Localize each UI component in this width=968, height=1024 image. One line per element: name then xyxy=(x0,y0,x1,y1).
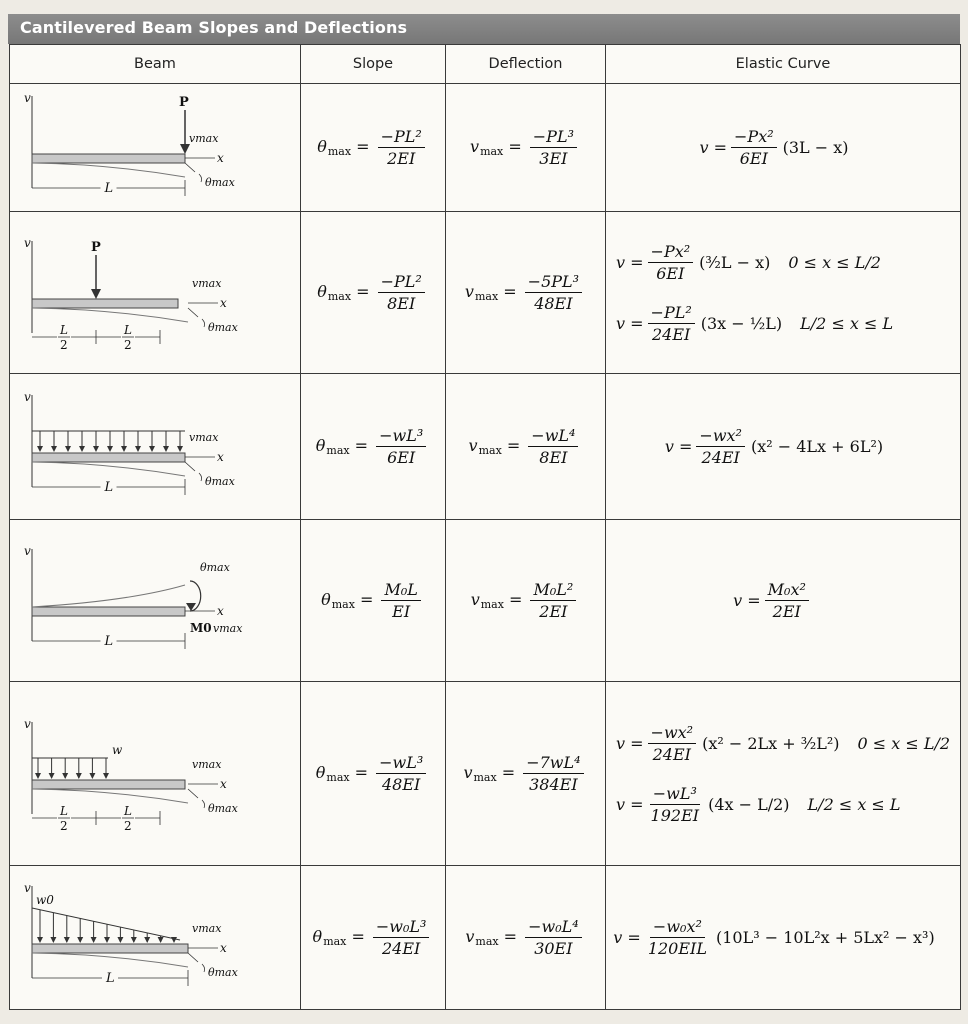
beam-diagram-end-moment xyxy=(10,541,250,661)
rows.4.deflection-denominator: 384EI xyxy=(529,775,578,794)
elastic-curve-equation xyxy=(616,784,960,825)
table-row xyxy=(10,212,961,374)
curve-tail: (x² − 2Lx + ³⁄₂L²) xyxy=(702,733,840,753)
svg-text:v: v xyxy=(24,543,31,558)
svg-text:v: v xyxy=(24,880,31,895)
table-title: Cantilevered Beam Slopes and Deflections xyxy=(20,18,408,37)
svg-text:x: x xyxy=(220,940,227,955)
curve-range: L/2 ≤ x ≤ L xyxy=(800,313,894,333)
curve-lhs: v = xyxy=(616,313,644,333)
svg-text:2: 2 xyxy=(60,337,68,352)
svg-text:x: x xyxy=(217,603,224,618)
elastic-curve-equation xyxy=(665,426,901,467)
svg-text:x: x xyxy=(220,776,227,791)
table-row xyxy=(10,520,961,682)
rows.5.deflection-fraction xyxy=(525,917,582,958)
rows.0.slope-fraction xyxy=(378,127,425,168)
curve-tail: (4x − L/2) xyxy=(708,794,790,814)
svg-text:L: L xyxy=(124,803,132,818)
svg-text:θmax: θmax xyxy=(205,474,235,488)
table-row xyxy=(10,374,961,520)
slope-cell: $\theta_{max}$ = $\frac{\text{−wL³}}{48EI}$ xyxy=(301,682,446,866)
svg-text:L: L xyxy=(124,322,132,337)
svg-text:θmax: θmax xyxy=(208,320,238,334)
rows.1.curve.0-fraction xyxy=(648,242,694,283)
svg-text:x: x xyxy=(220,295,227,310)
elastic-curve-cell xyxy=(606,84,961,212)
curve-tail: (3x − ½L) xyxy=(700,313,783,333)
beam-diagram-uniform-load xyxy=(10,387,250,507)
header-beam: Beam xyxy=(10,45,301,84)
svg-text:L: L xyxy=(104,633,114,649)
svg-text:θmax: θmax xyxy=(208,965,238,979)
svg-text:θmax: θmax xyxy=(205,175,235,189)
beam-cell xyxy=(10,84,301,212)
beam-cell xyxy=(10,682,301,866)
slope-cell: $\theta_{max}$ = $\frac{\text{−w₀L³}}{24EI}$ xyxy=(301,866,446,1010)
beam-cell xyxy=(10,520,301,682)
curve-lhs: v = xyxy=(733,591,761,610)
rows.4.curve.1-denominator: 192EI xyxy=(650,805,700,825)
beam-cell xyxy=(10,374,301,520)
svg-text:L: L xyxy=(60,322,68,337)
rows.3.curve.0-fraction xyxy=(765,580,809,621)
rows.4.slope-fraction xyxy=(376,753,426,794)
rows.5.curve.0-numerator: −w₀x² xyxy=(650,917,705,938)
svg-text:v: v xyxy=(24,716,31,731)
elastic-curve-cell xyxy=(606,866,961,1010)
table-row xyxy=(10,866,961,1010)
rows.3.curve.0-numerator: M₀x² xyxy=(765,580,809,601)
header-deflection: Deflection xyxy=(446,45,606,84)
elastic-curve-equation xyxy=(613,917,952,958)
rows.2.curve.0-numerator: −wx² xyxy=(696,426,745,447)
header-elastic-curve: Elastic Curve xyxy=(606,45,961,84)
deflection-cell: $v_{max}$ = $\frac{\text{−7wL⁴}}{384EI}$ xyxy=(446,682,606,866)
header-slope: Slope xyxy=(301,45,446,84)
rows.1.slope-denominator: 8EI xyxy=(387,294,416,313)
svg-text:2: 2 xyxy=(124,818,132,833)
svg-text:vmax: vmax xyxy=(192,921,222,935)
rows.0.deflection-numerator: −PL³ xyxy=(530,127,577,148)
beam-diagram-midspan-load xyxy=(10,233,250,353)
rows.2.slope-fraction xyxy=(376,426,426,467)
rows.2.curve.0-fraction xyxy=(696,426,745,467)
svg-text:vmax: vmax xyxy=(192,757,222,771)
table-row xyxy=(10,682,961,866)
rows.3.curve.0-denominator: 2EI xyxy=(772,602,801,621)
rows.2.deflection-fraction xyxy=(528,426,578,467)
svg-text:θmax: θmax xyxy=(200,560,230,574)
svg-text:vmax: vmax xyxy=(213,621,243,635)
beam-cell xyxy=(10,212,301,374)
curve-tail: (³⁄₂L − x) xyxy=(699,252,771,272)
rows.0.slope-numerator: −PL² xyxy=(378,127,425,148)
rows.3.deflection-fraction xyxy=(530,580,576,621)
rows.5.curve.0-denominator: 120EIL xyxy=(647,939,707,958)
rows.4.slope-numerator: −wL³ xyxy=(376,753,426,774)
curve-range: L/2 ≤ x ≤ L xyxy=(807,794,901,814)
table-title-bar xyxy=(8,14,960,44)
slope-cell: $\theta_{max}$ = $\frac{\text{−PL²}}{2EI}$ xyxy=(301,84,446,212)
elastic-curve-cell xyxy=(606,520,961,682)
rows.0.deflection-fraction xyxy=(530,127,577,168)
svg-text:v: v xyxy=(24,235,31,250)
svg-text:L: L xyxy=(104,479,114,495)
beam-diagram-triangular-load xyxy=(10,878,250,998)
beam-diagram-half-uniform-load xyxy=(10,714,250,834)
svg-text:2: 2 xyxy=(60,818,68,833)
curve-lhs: v = xyxy=(613,928,641,947)
rows.4.curve.1-fraction xyxy=(648,784,703,825)
elastic-curve-cell xyxy=(606,212,961,374)
rows.4.curve.0-fraction xyxy=(648,723,697,764)
elastic-curve-equation xyxy=(733,580,833,621)
rows.5.curve.0-fraction xyxy=(645,917,710,958)
curve-range: 0 ≤ x ≤ L/2 xyxy=(788,252,881,272)
rows.5.slope-fraction xyxy=(373,917,430,958)
svg-text:θmax: θmax xyxy=(208,801,238,815)
curve-lhs: v = xyxy=(699,138,728,157)
svg-text:vmax: vmax xyxy=(192,276,222,290)
rows.4.curve.0-numerator: −wx² xyxy=(648,723,697,744)
rows.1.deflection-fraction xyxy=(525,272,582,313)
table-row xyxy=(10,84,961,212)
curve-tail: (3L − x) xyxy=(782,138,849,157)
rows.3.slope-fraction xyxy=(381,580,420,621)
rows.4.deflection-fraction xyxy=(523,753,583,794)
svg-text:L: L xyxy=(104,180,114,196)
elastic-curve-equation xyxy=(616,303,960,344)
svg-text:x: x xyxy=(217,449,224,464)
curve-lhs: v = xyxy=(664,437,693,456)
curve-tail: (x² − 4Lx + 6L²) xyxy=(750,437,884,456)
svg-text:vmax: vmax xyxy=(189,430,219,444)
rows.1.curve.1-fraction xyxy=(648,303,695,344)
curve-lhs: v = xyxy=(616,252,644,272)
rows.0.curve.0-fraction xyxy=(731,127,777,168)
svg-text:w: w xyxy=(112,742,123,757)
rows.0.slope-denominator: 2EI xyxy=(387,149,416,168)
rows.4.curve.1-numerator: −wL³ xyxy=(650,784,700,805)
rows.3.deflection-denominator: 2EI xyxy=(539,602,568,621)
elastic-curve-cell xyxy=(606,682,961,866)
elastic-curve-equation xyxy=(699,127,866,168)
rows.2.deflection-numerator: −wL⁴ xyxy=(528,426,578,447)
rows.1.curve.0-denominator: 6EI xyxy=(656,263,685,283)
beam-cell xyxy=(10,866,301,1010)
rows.0.curve.0-denominator: 6EI xyxy=(739,149,768,168)
svg-text:x: x xyxy=(217,150,224,165)
deflection-cell: $v_{max}$ = $\frac{\text{−w₀L⁴}}{30EI}$ xyxy=(446,866,606,1010)
beam-diagram-end-load xyxy=(10,88,250,208)
rows.5.deflection-denominator: 30EI xyxy=(534,939,573,958)
svg-text:P: P xyxy=(91,239,101,255)
rows.1.curve.1-numerator: −PL² xyxy=(648,303,695,324)
rows.5.deflection-numerator: −w₀L⁴ xyxy=(525,917,582,938)
rows.3.deflection-numerator: M₀L² xyxy=(530,580,576,601)
rows.4.curve.0-denominator: 24EI xyxy=(652,744,691,764)
curve-lhs: v = xyxy=(616,794,644,814)
beam-table xyxy=(9,44,961,1010)
deflection-cell: $v_{max}$ = $\frac{\text{−wL⁴}}{8EI}$ xyxy=(446,374,606,520)
svg-text:vmax: vmax xyxy=(189,131,219,145)
curve-lhs: v = xyxy=(616,733,644,753)
rows.2.slope-numerator: −wL³ xyxy=(376,426,426,447)
curve-range: 0 ≤ x ≤ L/2 xyxy=(857,733,951,753)
svg-text:v: v xyxy=(24,389,31,404)
svg-text:L: L xyxy=(60,803,68,818)
rows.5.slope-numerator: −w₀L³ xyxy=(373,917,430,938)
rows.4.deflection-numerator: −7wL⁴ xyxy=(523,753,583,774)
elastic-curve-cell xyxy=(606,374,961,520)
slope-cell: $\theta_{max}$ = $\frac{\text{−wL³}}{6EI}$ xyxy=(301,374,446,520)
rows.1.deflection-denominator: 48EI xyxy=(534,294,573,313)
svg-text:w0: w0 xyxy=(36,892,54,907)
elastic-curve-equation xyxy=(616,723,960,764)
header-row xyxy=(10,45,961,84)
deflection-cell: $v_{max}$ = $\frac{\text{M₀L²}}{2EI}$ xyxy=(446,520,606,682)
rows.1.curve.1-denominator: 24EI xyxy=(651,324,691,344)
slope-cell: $\theta_{max}$ = $\frac{\text{−PL²}}{8EI}$ xyxy=(301,212,446,374)
rows.1.deflection-numerator: −5PL³ xyxy=(525,272,582,293)
svg-text:M0: M0 xyxy=(190,620,212,635)
rows.2.curve.0-denominator: 24EI xyxy=(701,448,740,467)
slope-cell: $\theta_{max}$ = $\frac{\text{M₀L}}{EI}$ xyxy=(301,520,446,682)
svg-text:v: v xyxy=(24,90,31,105)
svg-text:2: 2 xyxy=(124,337,132,352)
rows.1.slope-fraction xyxy=(378,272,425,313)
rows.3.slope-denominator: EI xyxy=(392,602,411,621)
rows.5.slope-denominator: 24EI xyxy=(381,939,421,958)
rows.0.curve.0-numerator: −Px² xyxy=(731,127,777,148)
rows.0.deflection-denominator: 3EI xyxy=(539,149,568,168)
rows.4.slope-denominator: 48EI xyxy=(381,775,421,794)
elastic-curve-equation xyxy=(616,242,960,283)
svg-text:P: P xyxy=(179,94,189,110)
curve-tail: (10L³ − 10L²x + 5Lx² − x³) xyxy=(715,928,935,947)
rows.1.slope-numerator: −PL² xyxy=(378,272,425,293)
deflection-cell: $v_{max}$ = $\frac{\text{−5PL³}}{48EI}$ xyxy=(446,212,606,374)
rows.3.slope-numerator: M₀L xyxy=(381,580,420,601)
deflection-cell: $v_{max}$ = $\frac{\text{−PL³}}{3EI}$ xyxy=(446,84,606,212)
rows.1.curve.0-numerator: −Px² xyxy=(648,242,694,263)
rows.2.slope-denominator: 6EI xyxy=(387,448,416,467)
svg-text:L: L xyxy=(106,970,115,986)
rows.2.deflection-denominator: 8EI xyxy=(539,448,568,467)
